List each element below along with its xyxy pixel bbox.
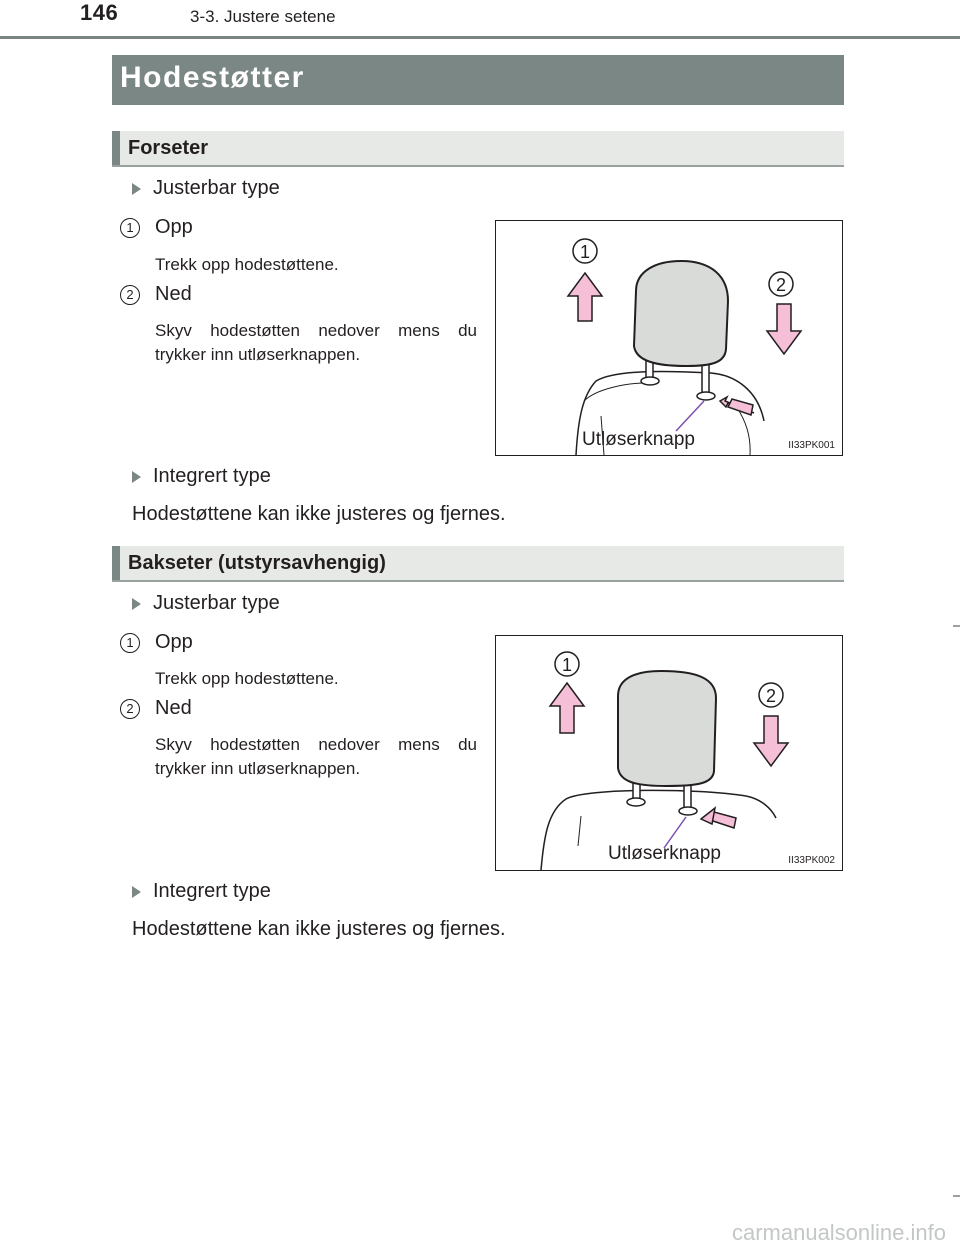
triangle-bullet-icon [132,886,141,898]
rear-integrated-label: Integrert type [153,880,271,902]
front-integrated-text: Hodestøttene kan ikke justeres og fjernes. [132,503,506,525]
section-title-bar [112,55,844,105]
down-arrow-icon [754,716,788,766]
page-edge-tick [953,1195,960,1197]
front-seats-heading: Forseter [128,137,209,159]
figure-number-2: 2 [765,686,777,706]
step-number-badge: 2 [120,285,140,305]
rear-integrated-type [132,880,271,903]
figure-code: II33PK001 [788,440,835,451]
page-number: 146 [80,0,119,25]
heading-accent [112,131,120,165]
front-adjustable-label: Justerbar type [153,177,280,199]
rear-adjustable-type [132,592,280,615]
triangle-bullet-icon [132,183,141,195]
front-step-up-desc: Trekk opp hodestøttene. [155,255,339,274]
page-edge-tick [953,625,960,627]
figure-code: II33PK002 [788,855,835,866]
post-collar-right [697,392,715,400]
step-number-badge: 1 [120,218,140,238]
step-number-badge: 2 [120,699,140,719]
release-button-callout: Utløserknapp [582,429,695,450]
front-seats-heading-bar [112,131,844,167]
rear-step-down-desc: Skyv hodestøtten nedover mens du trykker inn utløserknappen. [155,735,477,778]
up-arrow-icon [550,683,584,733]
rear-integrated-text: Hodestøttene kan ikke justeres og fjernes. [132,918,506,940]
front-headrest-figure [495,220,843,456]
front-step-down [120,283,192,306]
section-title: Hodestøtter [120,61,305,94]
step-title: Opp [155,631,193,653]
figure-number-1: 1 [561,655,573,675]
front-headrest-illustration [496,221,842,455]
rear-step-up-desc: Trekk opp hodestøttene. [155,669,339,688]
post-collar-left [627,798,645,806]
rear-headrest-illustration [496,636,842,870]
front-adjustable-type [132,177,280,200]
rear-step-down [120,697,192,720]
release-button-callout: Utløserknapp [608,843,721,864]
rear-seats-heading-bar [112,546,844,582]
front-integrated-label: Integrert type [153,465,271,487]
headrest-pad [618,671,716,786]
figure-number-2: 2 [775,275,787,295]
callout-pointer-line [676,401,704,431]
heading-accent [112,546,120,580]
header-rule [0,36,960,39]
step-number-badge: 1 [120,633,140,653]
step-title: Opp [155,216,193,238]
front-integrated-type [132,465,271,488]
step-title: Ned [155,283,192,305]
front-step-up [120,216,193,239]
post-collar-left [641,377,659,385]
rear-seats-heading: Bakseter (utstyrsavhengig) [128,552,386,574]
rear-headrest-figure [495,635,843,871]
up-arrow-icon [568,273,602,321]
rear-adjustable-label: Justerbar type [153,592,280,614]
rear-step-up [120,631,193,654]
triangle-bullet-icon [132,598,141,610]
step-title: Ned [155,697,192,719]
post-collar-right [679,807,697,815]
headrest-pad [634,261,728,366]
figure-number-1: 1 [579,242,591,262]
watermark: carmanualsonline.info [731,1220,946,1245]
front-step-down-desc: Skyv hodestøtten nedover mens du trykker inn utløserknappen. [155,321,477,364]
running-header: 3-3. Justere setene [190,7,336,26]
down-arrow-icon [767,304,801,354]
triangle-bullet-icon [132,471,141,483]
